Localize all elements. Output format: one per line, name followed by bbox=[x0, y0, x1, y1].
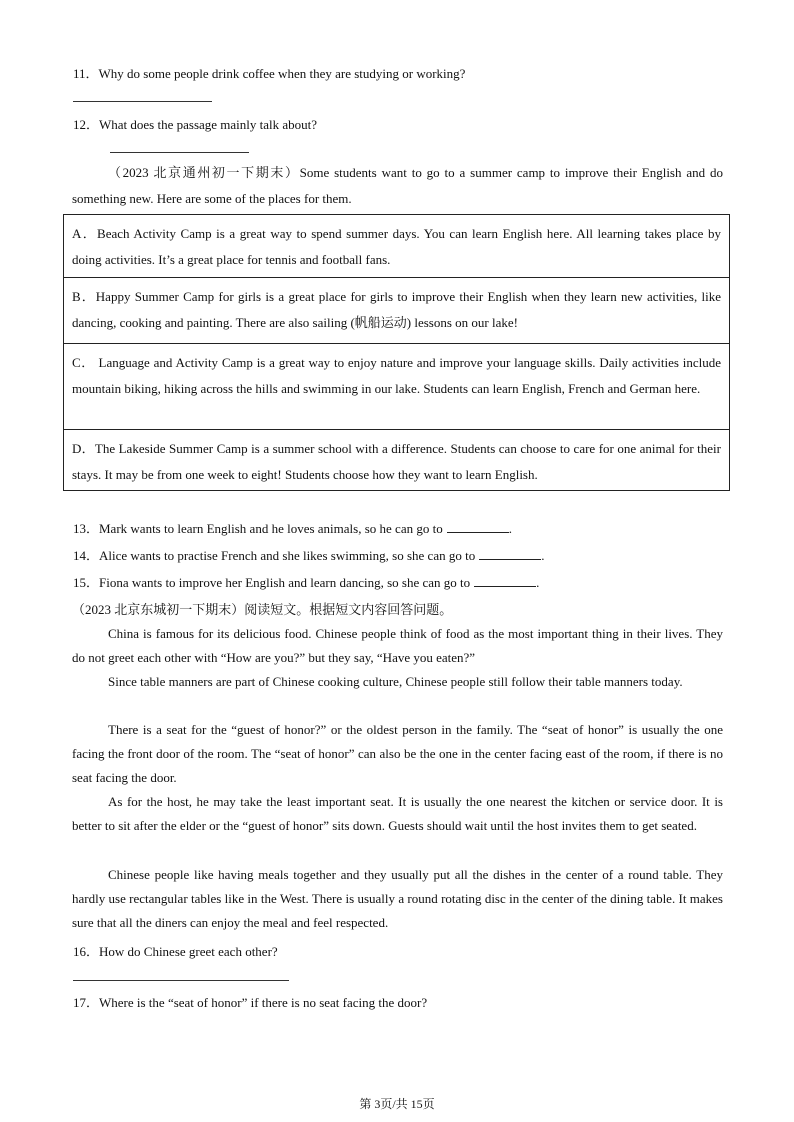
passage-paragraph-2: Since table manners are part of Chinese cooking culture, Chinese people still follow their table manners today. bbox=[108, 674, 683, 689]
camp-a: A．Beach Activity Camp is a great way to spend summer days. You can learn English here. All learning takes place by doing activities. It’s a great place for tennis and football fans. bbox=[64, 215, 729, 278]
section2-heading: （2023 北京东城初一下期末）阅读短文。根据短文内容回答问题。 bbox=[72, 602, 453, 617]
answer-blank-14 bbox=[479, 547, 541, 560]
question-16: 16．How do Chinese greet each other? bbox=[73, 944, 278, 959]
question-14-text: 14．Alice wants to practise French and she likes swimming, so she can go to bbox=[73, 548, 476, 563]
question-15-end: . bbox=[536, 575, 540, 590]
camp-c: C． Language and Activity Camp is a great way to enjoy nature and improve your language skills. Daily activities include mountain biking, hiking across the hills and swimming in our lake. Students can learn English, French and German here. bbox=[64, 344, 729, 430]
passage-paragraph-5: Chinese people like having meals together and they usually put all the dishes in the center of a round table. They hardly use rectangular tables like in the West. There is usually a round rotating disc in the center of the dining table. It makes sure that all the diners can enjoy the meal and feel respected. bbox=[72, 867, 723, 930]
camp-d: D．The Lakeside Summer Camp is a summer school with a difference. Students can choose to care for one animal for their stays. It may be from one week to eight! Students choose how they want to learn English. bbox=[72, 441, 721, 482]
answer-line-11 bbox=[73, 101, 212, 102]
answer-blank-15 bbox=[474, 574, 536, 587]
answer-line-12 bbox=[110, 152, 249, 153]
question-14-end: . bbox=[541, 548, 545, 563]
answer-line-16 bbox=[73, 980, 289, 981]
question-13-end: . bbox=[508, 521, 512, 536]
answer-blank-13 bbox=[447, 520, 509, 533]
question-15 bbox=[73, 572, 539, 591]
question-14 bbox=[73, 545, 544, 564]
page-footer: 第 3页/共 15页 bbox=[359, 1097, 435, 1111]
question-12: 12．What does the passage mainly talk about? bbox=[73, 117, 318, 132]
section1-intro: （2023 北京通州初一下期末）Some students want to go to a summer camp to improve their English and do something new. Here are some of the places for them. bbox=[72, 165, 723, 206]
camp-table bbox=[63, 214, 730, 491]
passage-paragraph-4: As for the host, he may take the least important seat. It is usually the one nearest the kitchen or service door. It is better to sit after the elder or the “guest of honor” sits down. Guests should wait until the host invites them to get seated. bbox=[72, 794, 723, 833]
passage-paragraph-1: China is famous for its delicious food. Chinese people think of food as the most important thing in their lives. They do not greet each other with “How are you?” but they say, “Have you eaten?” bbox=[72, 626, 723, 665]
question-11: 11．Why do some people drink coffee when they are studying or working? bbox=[73, 66, 466, 81]
question-17: 17．Where is the “seat of honor” if there is no seat facing the door? bbox=[73, 995, 428, 1010]
question-15-text: 15．Fiona wants to improve her English and learn dancing, so she can go to bbox=[73, 575, 471, 590]
question-13-text: 13．Mark wants to learn English and he loves animals, so he can go to bbox=[73, 521, 443, 536]
camp-b: B．Happy Summer Camp for girls is a great place for girls to improve their English when they learn new activities, like dancing, cooking and painting. There are also sailing (帆船运动) lessons on our lake! bbox=[64, 278, 729, 344]
question-13 bbox=[73, 518, 512, 537]
passage-paragraph-3: There is a seat for the “guest of honor?” or the oldest person in the family. The “seat of honor” is usually the one facing the front door of the room. The “seat of honor” can also be the one in the center facing east of the room, if there is no seat facing the door. bbox=[72, 722, 723, 785]
